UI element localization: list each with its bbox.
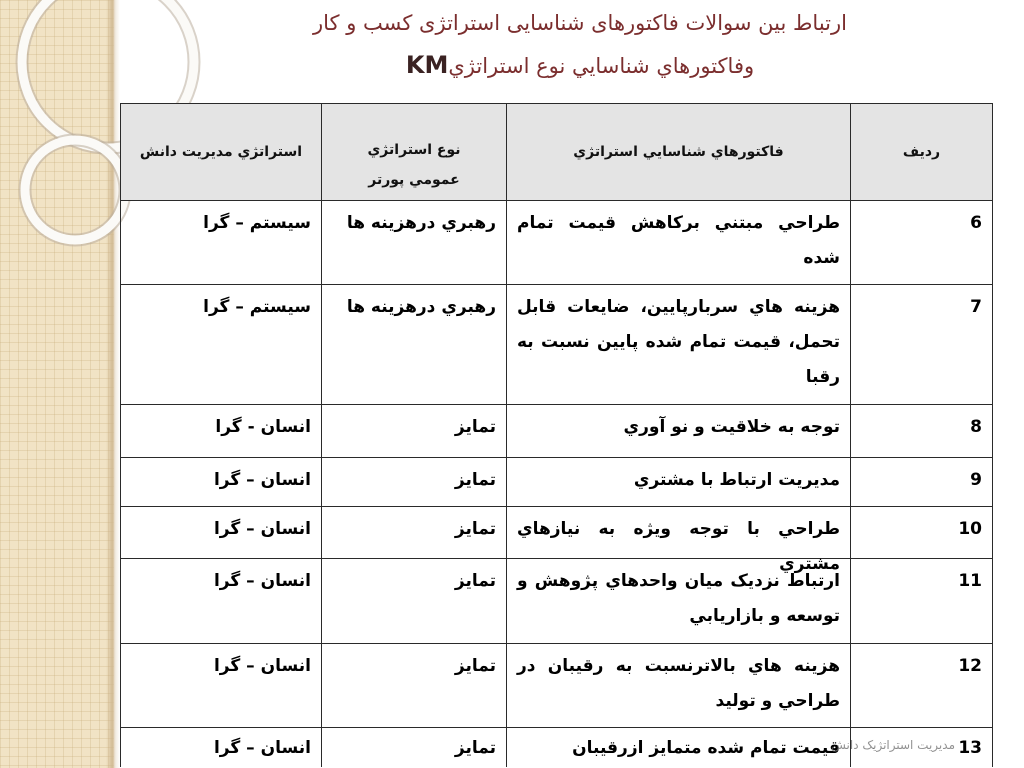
table-row [121,507,993,574]
table-header-row [121,104,993,201]
row-number-cell: 9 [851,458,993,507]
porter-strategy-cell: تمايز [322,405,507,458]
decorative-ring-small [25,140,125,240]
factor-cell: طراحي با توجه ويژه به نيازهاي مشتري [507,507,851,559]
title-line-2 [136,44,1024,87]
porter-strategy-cell: تمايز [322,559,507,644]
slide-title [136,2,1024,87]
factor-cell: ارتباط نزديک ميان واحدهاي پژوهش و توسعه و بازاريابي [507,559,851,644]
row-number-cell: 8 [851,405,993,458]
porter-strategy-cell: تمايز [322,728,507,767]
factor-cell: طراحي مبتني برکاهش قيمت تمام شده [507,201,851,285]
porter-strategy-cell: تمايز [322,507,507,559]
km-strategy-cell: انسان – گرا [121,728,322,767]
row-number-cell: 11 [851,559,993,644]
km-strategy-cell: انسان – گرا [121,458,322,507]
km-strategy-cell: انسان – گرا [121,644,322,728]
porter-strategy-cell: رهبري درهزينه ها [322,201,507,285]
header-km-strategy: استراتژي مديريت دانش [121,104,322,201]
porter-strategy-cell: تمايز [322,458,507,507]
table-row [121,559,993,644]
km-strategy-cell: سيستم – گرا [121,201,322,285]
factor-cell: مديريت ارتباط با مشتري [507,458,851,507]
factor-cell: هزينه هاي بالاترنسبت به رقيبان در طراحي و توليد [507,644,851,728]
table-row [121,201,993,285]
km-strategy-cell: انسان – گرا [121,507,322,559]
row-number-cell: 12 [851,644,993,728]
km-strategy-cell: انسان – گرا [121,559,322,644]
footer-text: مدیریت استراتژیک دانش [831,738,955,752]
row-number-cell: 10 [851,507,993,559]
strategy-table [120,103,993,767]
header-strategy-factors: فاکتورهاي شناسايي استراتژي [507,104,851,201]
porter-strategy-cell: رهبري درهزينه ها [322,285,507,405]
header-row-number: رديف [851,104,993,201]
row-number-cell: 6 [851,201,993,285]
title-km-suffix: KM [405,51,449,79]
title-line-2-text: وفاکتورهاي شناسايي نوع استراتژي [448,54,755,78]
km-strategy-cell: انسان - گرا [121,405,322,458]
header-porter-strategy-type: نوع استراتژي عمومي پورتر [322,104,507,201]
factor-cell: هزينه هاي سربارپايين، ضايعات قابل تحمل، قيمت تمام شده پايين نسبت به رقبا [507,285,851,405]
row-number-cell: 13 [851,728,993,767]
table-row [121,405,993,458]
table-row [121,458,993,507]
title-line-1: ارتباط بین سوالات فاکتورهای شناسایی استراتژی کسب و کار [312,11,847,35]
table-row [121,644,993,728]
porter-strategy-cell: تمايز [322,644,507,728]
row-number-cell: 7 [851,285,993,405]
factor-cell: توجه به خلاقيت و نو آوري [507,405,851,458]
decorative-rings [0,0,128,260]
km-strategy-cell: سيستم – گرا [121,285,322,405]
factor-cell: قيمت تمام شده متمايز ازرقيبان [507,728,851,767]
table-row [121,285,993,405]
